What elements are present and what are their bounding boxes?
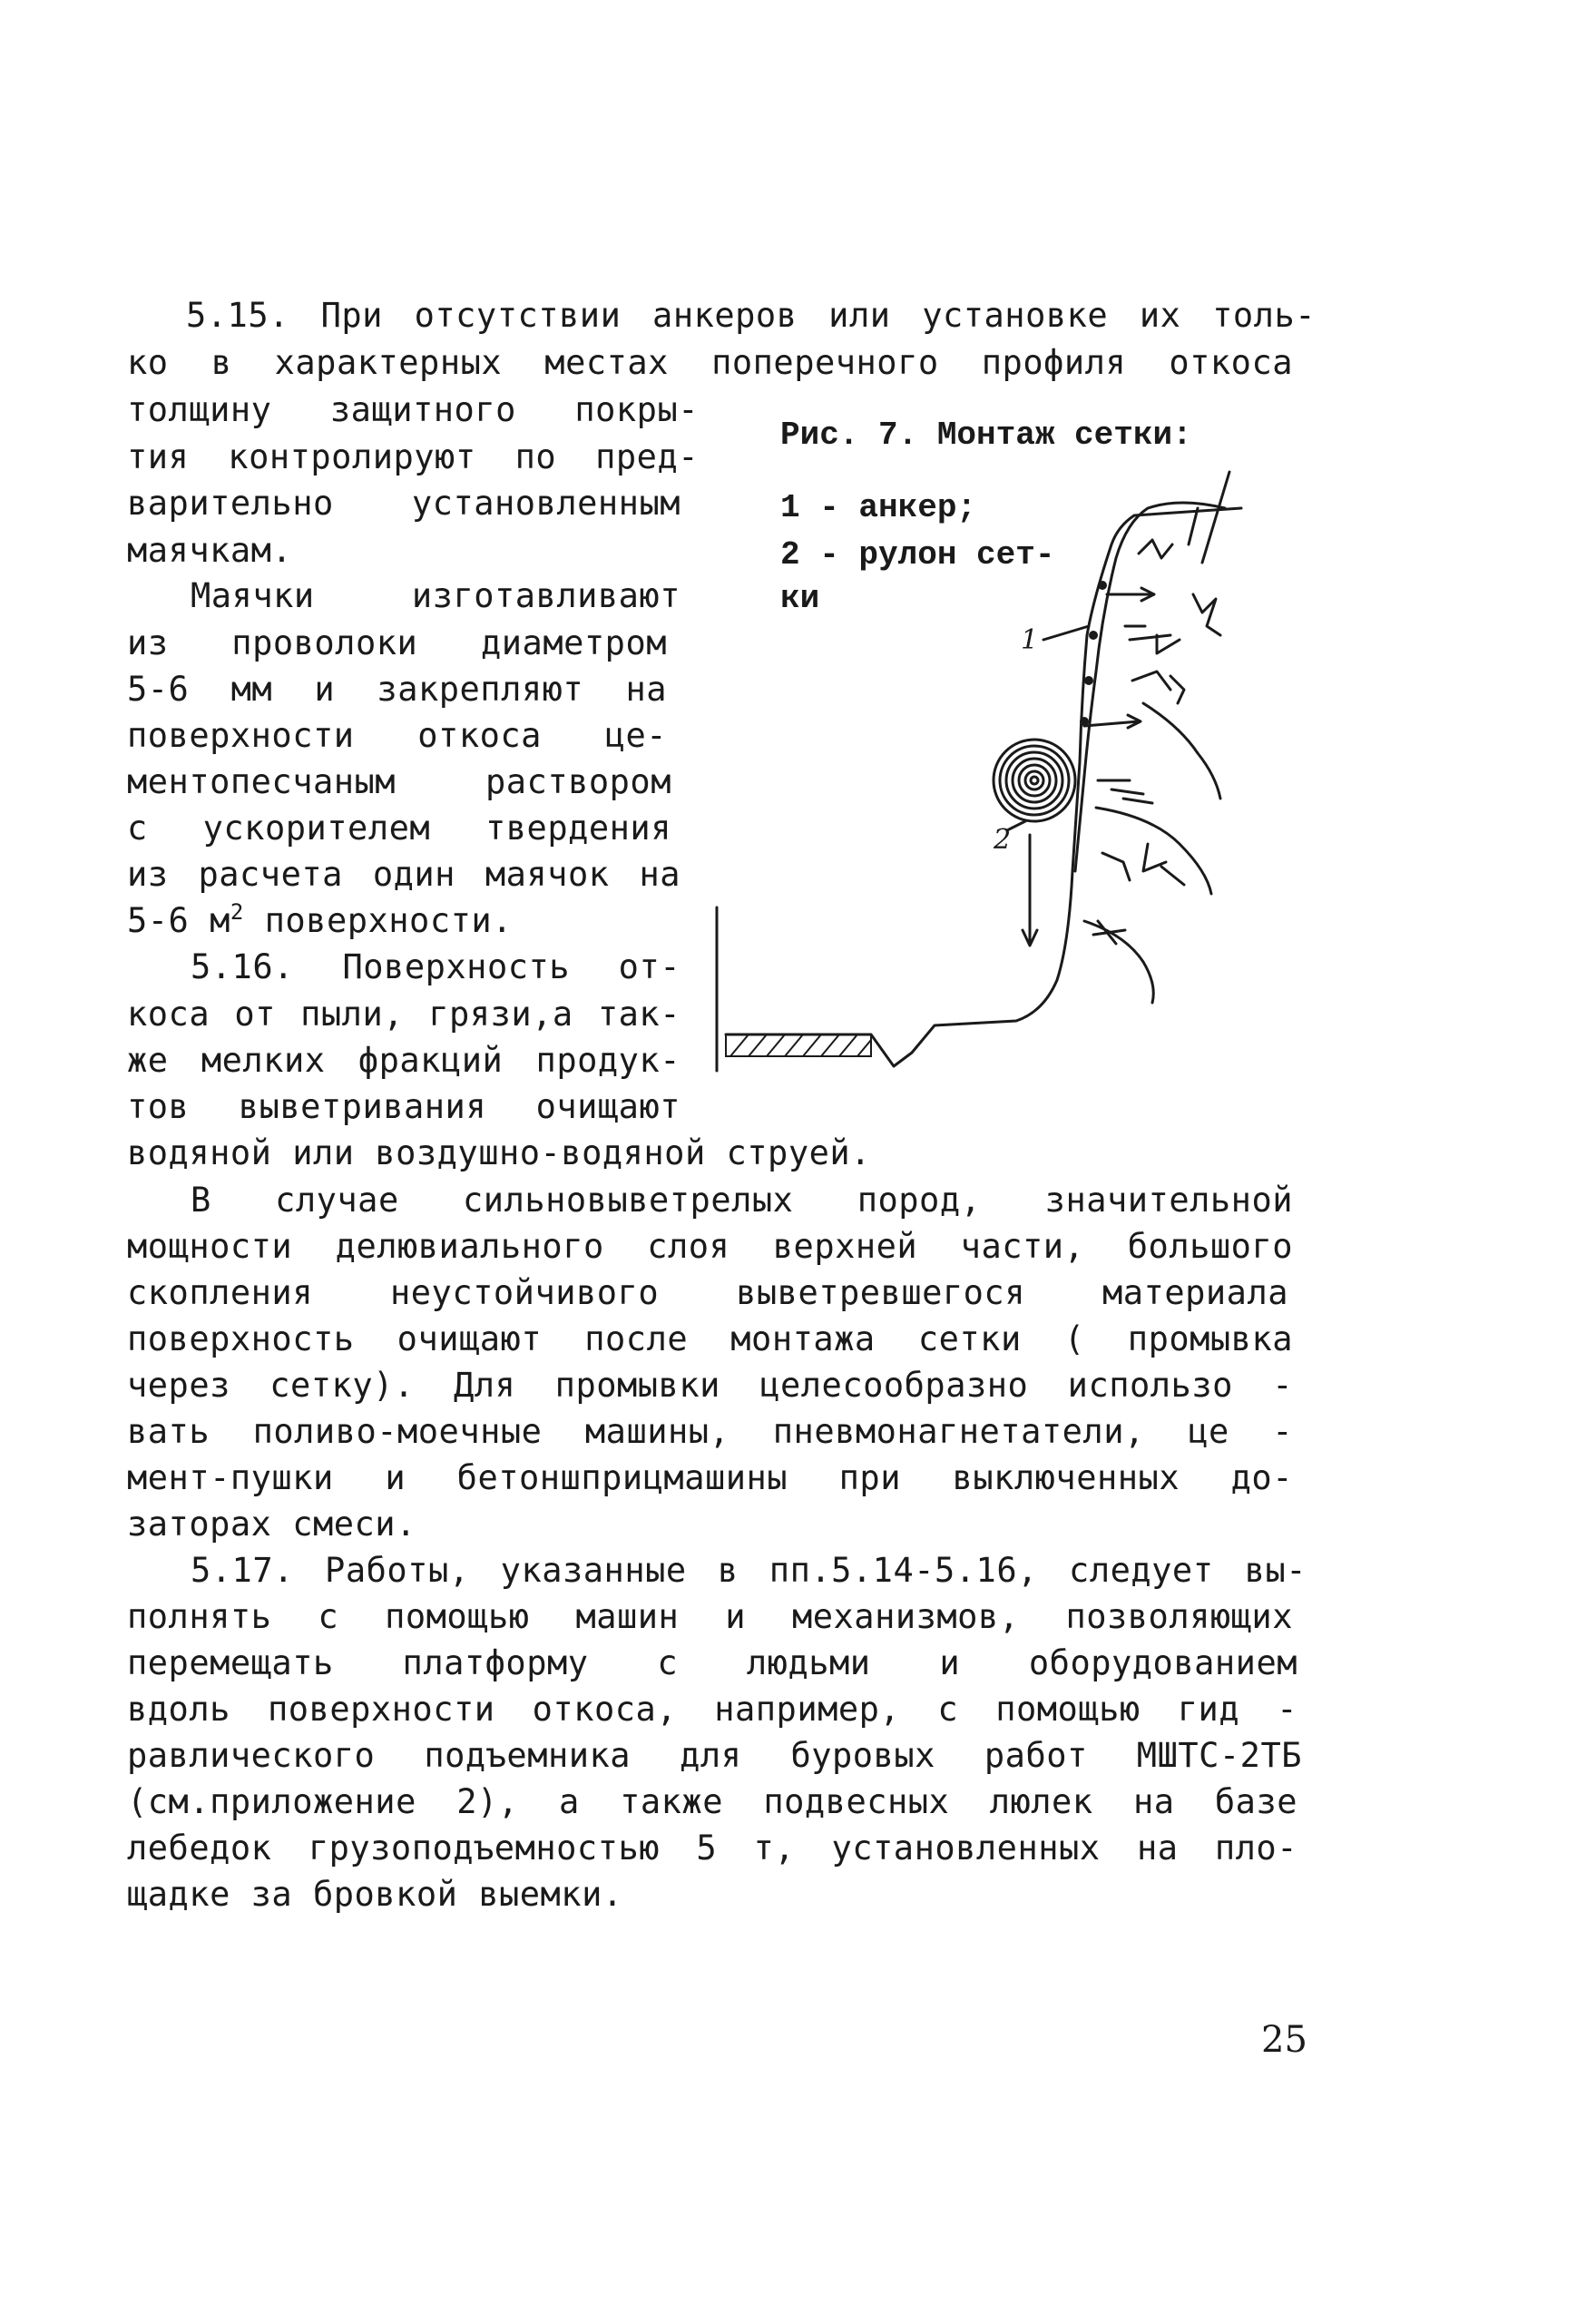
figure-caption <box>780 413 1192 458</box>
text-line: варительно установленным <box>127 484 681 523</box>
text-line: мент-пушки и бетоншприцмашины при выключенных до- <box>127 1458 1293 1497</box>
superscript: 2 <box>230 899 244 925</box>
arrow-right <box>1107 588 1154 601</box>
text-line: мощности делювиального слоя верхней части, большого <box>127 1227 1293 1266</box>
text-line: 5.15. При отсутствии анкеров или установке их толь- <box>186 296 1316 335</box>
figure-label-1: 1 <box>1021 624 1039 656</box>
text-fragment: 5-6 м <box>127 901 230 940</box>
mesh-roll <box>994 740 1075 821</box>
text-line: 5.16. Поверхность от- <box>191 947 681 986</box>
text-line: же мелких фракций продук- <box>127 1041 681 1080</box>
page-number: 25 <box>1261 2019 1307 2061</box>
text-line: ко в характерных местах поперечного профиля откоса <box>127 343 1293 382</box>
figure-legend-item: 2 - рулон сет- <box>780 536 1055 574</box>
text-line: В случае сильновыветрелых пород, значительной <box>191 1181 1293 1220</box>
text-line: лебедок грузоподъемностью 5 т, установленных на пло- <box>127 1828 1297 1868</box>
text-line: маячкам. <box>127 531 293 570</box>
text-fragment: поверхности. <box>243 901 513 940</box>
text-line: полнять с помощью машин и механизмов, позволяющих <box>127 1597 1293 1636</box>
text-line: (см.приложение 2), а также подвесных люлек на базе <box>127 1782 1297 1821</box>
text-line: через сетку). Для промывки целесообразно использо - <box>127 1366 1293 1405</box>
figure-caption-text: Рис. 7. Монтаж сетки: <box>780 417 1192 454</box>
text-line: перемещать платформу с людьми и оборудованием <box>127 1643 1297 1682</box>
text-line: тов выветривания очищают <box>127 1087 681 1126</box>
text-line: из расчета один маячок на <box>127 855 681 894</box>
slope-surface <box>726 508 1241 1066</box>
text-line: равлического подъемника для буровых работ МШТС-2ТБ <box>127 1736 1302 1775</box>
text-line: Маячки изготавливают <box>191 576 681 615</box>
text-line: ментопесчаным раствором <box>127 762 671 801</box>
text-line: толщину защитного покры- <box>127 390 699 429</box>
arrow-right <box>1084 715 1141 728</box>
mesh-installation-figure <box>699 454 1297 1107</box>
text-line: заторах смеси. <box>127 1505 416 1544</box>
anchor <box>1202 472 1229 563</box>
text-line: тия контролируют по пред- <box>127 437 699 476</box>
text-line: вать поливо-моечные машины, пневмонагнетатели, це - <box>127 1412 1293 1451</box>
arrow-down <box>1023 835 1037 946</box>
text-line: из проволоки диаметром <box>127 623 667 662</box>
text-line: поверхности откоса це- <box>127 716 667 755</box>
figure-legend-item: ки <box>780 580 820 617</box>
figure-legend-item: 1 - анкер; <box>780 489 977 526</box>
text-line: 5-6 мм и закрепляют на <box>127 670 667 709</box>
figure-label-2: 2 <box>994 824 1012 856</box>
text-line: вдоль поверхности откоса, например, с помощью гид - <box>127 1690 1297 1729</box>
text-line: с ускорителем твердения <box>127 809 671 848</box>
text-line: 5.17. Работы, указанные в пп.5.14-5.16, следует вы- <box>191 1551 1307 1590</box>
text-line: водяной или воздушно-водяной струей. <box>127 1133 871 1172</box>
text-line-with-superscript <box>127 898 513 944</box>
text-line: щадке за бровкой выемки. <box>127 1875 623 1914</box>
text-line: коса от пыли, грязи,а так- <box>127 995 681 1034</box>
text-line: скопления неустойчивого выветревшегося материала <box>127 1273 1288 1312</box>
text-line: поверхность очищают после монтажа сетки ( промывка <box>127 1319 1293 1358</box>
